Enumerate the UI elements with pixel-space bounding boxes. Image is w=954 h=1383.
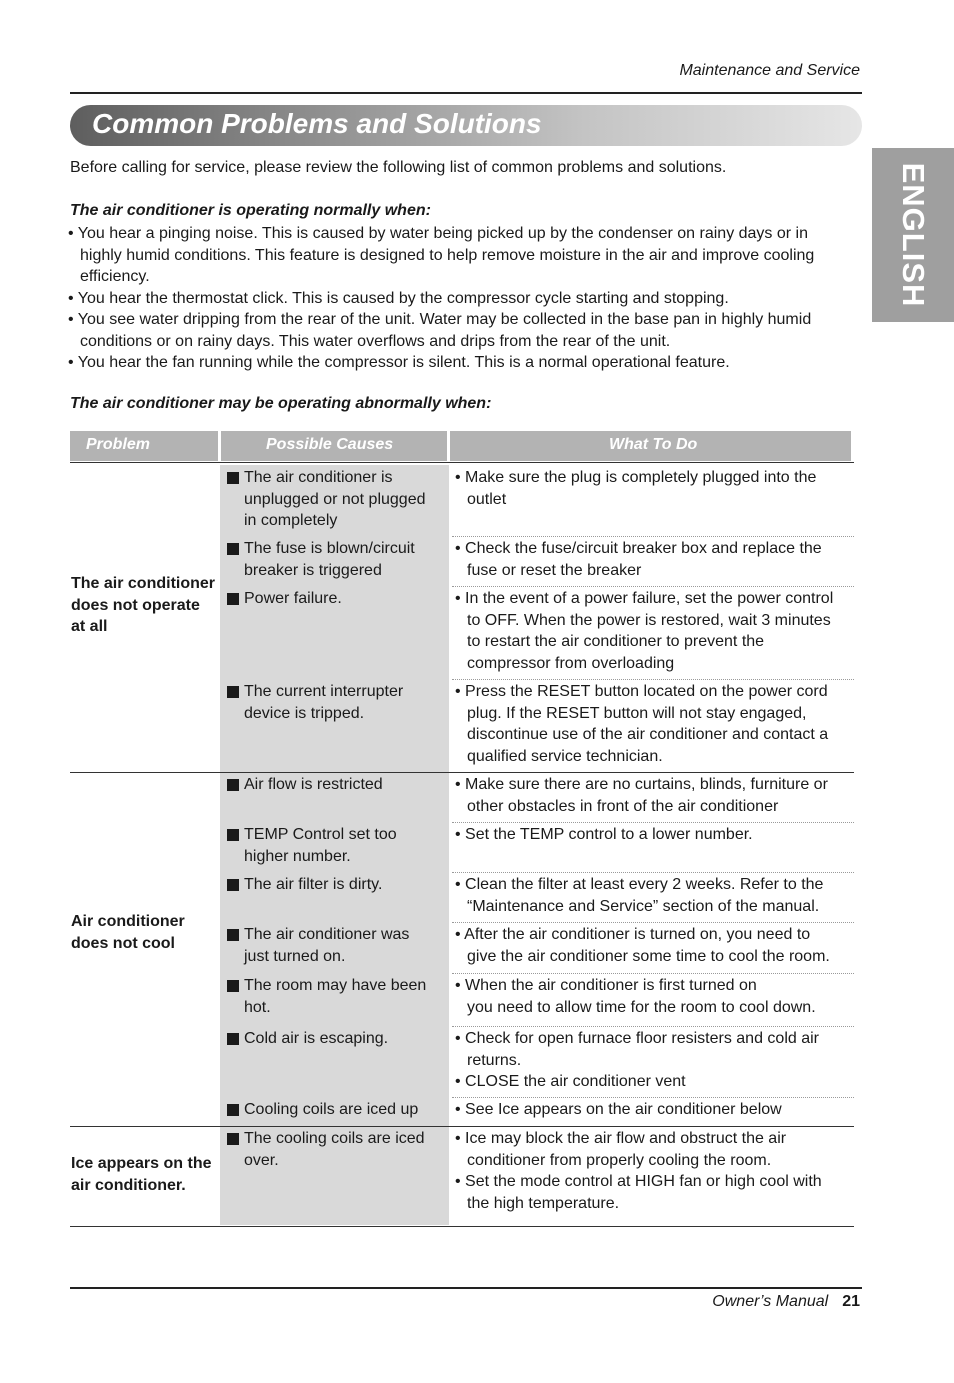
- row-divider: [452, 679, 854, 680]
- square-bullet-icon: [227, 472, 239, 484]
- solution-line: outlet: [467, 490, 507, 508]
- title-bar: [70, 105, 862, 146]
- group-divider: [70, 772, 854, 773]
- language-tab-label: ENGLISH: [896, 162, 931, 308]
- square-bullet-icon: [227, 543, 239, 555]
- header-rule: [70, 92, 862, 94]
- problem-cell: [71, 573, 221, 638]
- square-bullet-icon: [227, 929, 239, 941]
- problem-line: The air conditioner: [71, 575, 216, 592]
- solution-line: give the air conditioner some time to cool the room.: [467, 947, 830, 965]
- solution-line: to restart the air conditioner to prevent the: [467, 633, 765, 650]
- solution-line: conditioner from properly cooling the room.: [467, 1151, 772, 1169]
- solution-cell: [455, 681, 850, 767]
- row-divider: [452, 586, 854, 587]
- cause-line: The cooling coils are iced: [244, 1130, 425, 1147]
- cause-line: The air conditioner is: [244, 469, 393, 486]
- cause-line: The current interrupter: [244, 683, 404, 700]
- problem-line: at all: [71, 618, 108, 635]
- cause-cell: [227, 975, 441, 1018]
- problem-line: does not cool: [71, 934, 175, 952]
- cause-cell: [227, 467, 441, 532]
- solution-line: • Check for open furnace floor resisters and cold air: [455, 1030, 819, 1047]
- list-item: • You hear the thermostat click. This is caused by the compressor cycle starting and stopping.: [68, 289, 729, 307]
- group-divider: [70, 1126, 854, 1127]
- group-divider: [70, 1226, 854, 1227]
- cause-line: higher number.: [244, 847, 351, 865]
- solution-cell: [455, 1099, 850, 1121]
- language-tab: [872, 148, 954, 322]
- cause-cell: [227, 538, 441, 581]
- solution-line: plug. If the RESET button will not stay engaged,: [467, 704, 807, 722]
- cause-line: breaker is triggered: [244, 561, 382, 579]
- solution-line: • See Ice appears on the air conditioner below: [455, 1101, 782, 1118]
- solution-line: • Set the mode control at HIGH fan or high cool with: [455, 1173, 822, 1190]
- cause-cell: [227, 924, 441, 967]
- footer-label: Owner’s Manual: [712, 1293, 829, 1310]
- solution-item: [455, 588, 850, 674]
- solution-item: [455, 924, 850, 967]
- cause-cell: [227, 681, 441, 724]
- header-what-to-do: What To Do: [450, 431, 851, 461]
- cause-line: Power failure.: [244, 590, 342, 607]
- solution-item: [455, 538, 850, 581]
- solution-item: [455, 774, 850, 817]
- solution-line: you need to allow time for the room to cool down.: [467, 998, 816, 1016]
- square-bullet-icon: [227, 779, 239, 791]
- row-divider: [452, 973, 854, 974]
- row-divider: [452, 536, 854, 537]
- normal-list: [68, 223, 838, 374]
- header-bottom-rule: [70, 462, 854, 463]
- square-bullet-icon: [227, 1033, 239, 1045]
- square-bullet-icon: [227, 879, 239, 891]
- cause-cell: [227, 824, 441, 867]
- solution-line: to OFF. When the power is restored, wait 3 minutes: [467, 611, 831, 629]
- solution-line: qualified service technician.: [467, 747, 663, 765]
- solution-cell: [455, 874, 850, 917]
- cause-cell: [227, 774, 441, 796]
- solution-line: • After the air conditioner is turned on, you need to: [455, 926, 811, 943]
- square-bullet-icon: [227, 1133, 239, 1145]
- solution-line: • Ice may block the air flow and obstruct the air: [455, 1130, 787, 1147]
- footer: [712, 1293, 860, 1311]
- solution-cell: [455, 975, 850, 1018]
- solution-cell: [455, 774, 850, 817]
- row-divider: [452, 922, 854, 923]
- row-divider: [452, 1097, 854, 1098]
- solution-line: • Set the TEMP control to a lower number.: [455, 826, 753, 843]
- solution-item: [455, 467, 850, 510]
- row-divider: [452, 872, 854, 873]
- row-divider: [452, 822, 854, 823]
- cause-line: The air filter is dirty.: [244, 876, 383, 893]
- solution-line: fuse or reset the breaker: [467, 561, 642, 579]
- cause-line: Cooling coils are iced up: [244, 1101, 419, 1118]
- header-section-title: Maintenance and Service: [679, 62, 860, 79]
- list-item: • You hear a pinging noise. This is caused by water being picked up by the condenser on rainy days or in highly humid conditions. This feature is designed to help remove moisture in the air and improve cooling efficiency.: [68, 225, 815, 285]
- solution-cell: [455, 924, 850, 967]
- cause-line: hot.: [244, 998, 271, 1016]
- square-bullet-icon: [227, 1104, 239, 1116]
- solution-item: [455, 1028, 850, 1071]
- solution-line: discontinue use of the air conditioner and contact a: [467, 726, 829, 743]
- problem-line: Ice appears on the: [71, 1155, 212, 1172]
- solution-line: • In the event of a power failure, set the power control: [455, 590, 834, 607]
- solution-cell: [455, 824, 850, 846]
- problem-cell: [71, 911, 221, 954]
- cause-line: Cold air is escaping.: [244, 1030, 389, 1047]
- cause-line: The room may have been: [244, 977, 427, 994]
- page-title: Common Problems and Solutions: [92, 108, 542, 139]
- problem-cell: [71, 1153, 221, 1196]
- solution-line: • Make sure there are no curtains, blinds, furniture or: [455, 776, 828, 793]
- row-divider: [452, 1026, 854, 1027]
- solution-line: • Press the RESET button located on the power cord: [455, 683, 828, 700]
- abnormal-heading: The air conditioner may be operating abnormally when:: [70, 395, 492, 412]
- cause-line: in completely: [244, 512, 338, 529]
- solution-item: [455, 824, 850, 846]
- header-causes: Possible Causes: [221, 431, 447, 461]
- cause-line: Air flow is restricted: [244, 776, 383, 793]
- cause-line: The air conditioner was: [244, 926, 410, 943]
- solution-line: • CLOSE the air conditioner vent: [455, 1073, 686, 1090]
- solution-line: • When the air conditioner is first turned on: [455, 977, 757, 994]
- square-bullet-icon: [227, 593, 239, 605]
- solution-line: other obstacles in front of the air conditioner: [467, 797, 779, 815]
- cause-cell: [227, 874, 441, 896]
- solution-cell: [455, 467, 850, 510]
- solution-cell: [455, 1128, 850, 1214]
- solution-item: [455, 1171, 850, 1214]
- square-bullet-icon: [227, 686, 239, 698]
- solution-line: • Make sure the plug is completely plugged into the: [455, 469, 817, 486]
- cause-cell: [227, 1099, 441, 1121]
- solution-cell: [455, 588, 850, 674]
- header-problem: Problem: [70, 431, 218, 461]
- solution-line: the high temperature.: [467, 1194, 620, 1212]
- solution-line: • Clean the filter at least every 2 weeks. Refer to the: [455, 876, 824, 893]
- footer-rule: [70, 1287, 862, 1289]
- solution-item: [455, 1128, 850, 1171]
- page-number: 21: [842, 1293, 860, 1310]
- square-bullet-icon: [227, 829, 239, 841]
- cause-cell: [227, 1028, 441, 1050]
- cause-line: The fuse is blown/circuit: [244, 540, 415, 557]
- cause-line: unplugged or not plugged: [244, 490, 426, 508]
- list-item: • You hear the fan running while the compressor is silent. This is a normal operational feature.: [68, 354, 730, 371]
- solution-item: [455, 975, 850, 1018]
- solution-item: [455, 1071, 850, 1093]
- solution-line: “Maintenance and Service” section of the manual.: [467, 897, 820, 915]
- solution-cell: [455, 1028, 850, 1093]
- cause-line: just turned on.: [244, 947, 346, 965]
- solution-item: [455, 1099, 850, 1121]
- solution-line: compressor from overloading: [467, 654, 675, 672]
- cause-line: TEMP Control set too: [244, 826, 397, 843]
- cause-line: device is tripped.: [244, 704, 365, 722]
- intro-text: Before calling for service, please review the following list of common problems and solutions.: [70, 159, 727, 176]
- problem-line: Air conditioner: [71, 913, 185, 930]
- solution-cell: [455, 538, 850, 581]
- problem-line: air conditioner.: [71, 1176, 186, 1194]
- solution-item: [455, 874, 850, 917]
- solution-item: [455, 681, 850, 767]
- cause-cell: [227, 1128, 441, 1171]
- normal-heading: The air conditioner is operating normally when:: [70, 202, 431, 219]
- square-bullet-icon: [227, 980, 239, 992]
- problem-line: does not operate: [71, 596, 200, 614]
- cause-cell: [227, 588, 441, 610]
- list-item: • You see water dripping from the rear of the unit. Water may be collected in the base pan in highly humid conditions or on rainy days. This water overflows and drips from the rear of the unit.: [68, 311, 812, 350]
- solution-line: • Check the fuse/circuit breaker box and replace the: [455, 540, 822, 557]
- solution-line: returns.: [467, 1051, 522, 1069]
- cause-line: over.: [244, 1151, 279, 1169]
